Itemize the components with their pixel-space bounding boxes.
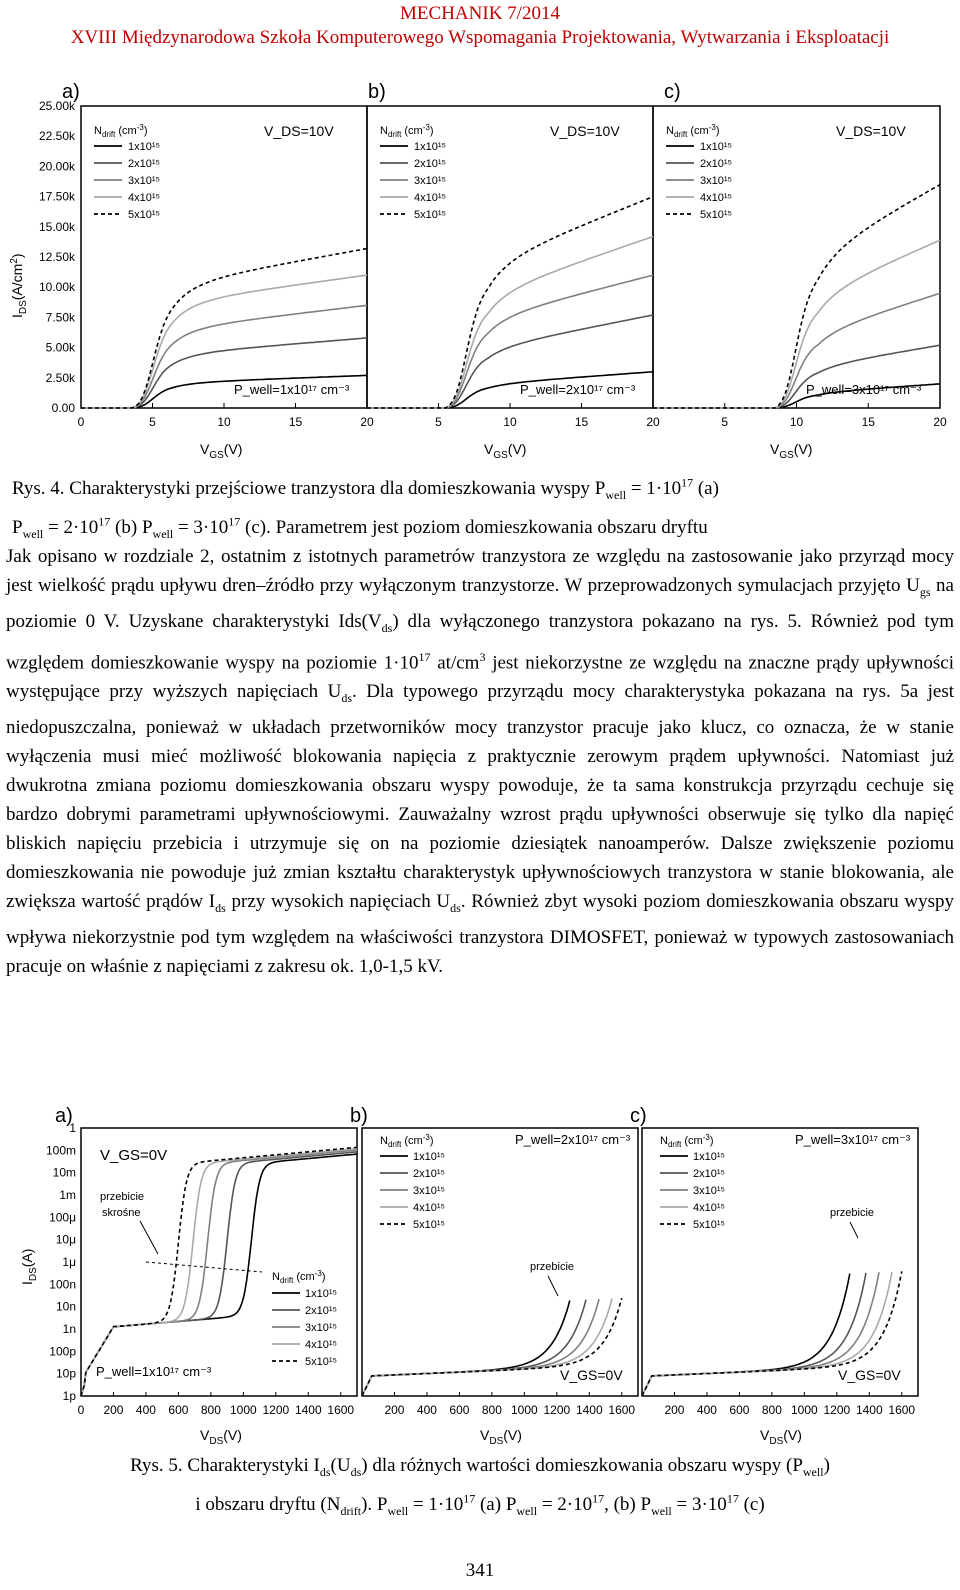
fig5-ytick: 100n bbox=[49, 1277, 76, 1292]
fig4-legend-entry: 2x10¹⁵ bbox=[128, 158, 161, 170]
fig5-ytick: 1μ bbox=[62, 1255, 76, 1269]
fig5-legend-entry: 1x10¹⁵ bbox=[693, 1151, 726, 1163]
fig5-xtick: 1400 bbox=[575, 1403, 603, 1417]
fig4-legend-entry: 4x10¹⁵ bbox=[700, 192, 733, 204]
fig4-legend-title: $N_{drift}$ $(cm^{-3})$ bbox=[94, 123, 148, 139]
fig4-xtick: 15 bbox=[861, 415, 875, 429]
fig5-legend-entry: 5x10¹⁵ bbox=[693, 1219, 726, 1231]
fig5-xtick: 200 bbox=[664, 1403, 685, 1417]
fig5-xtick: 400 bbox=[416, 1403, 437, 1417]
fig4-ytick: 2.50k bbox=[45, 370, 75, 385]
fig4-xlabel-b: $V_{GS}(V)$ bbox=[484, 441, 527, 461]
fig4-ytick: 17.50k bbox=[38, 189, 75, 204]
figure-4-caption bbox=[0, 470, 960, 548]
fig5-vgs-label: V_GS=0V bbox=[560, 1367, 623, 1383]
fig5-xtick: 0 bbox=[77, 1403, 85, 1417]
fig4-vds-label: V_DS=10V bbox=[836, 123, 906, 139]
fig5-xlabel-c: $V_{DS}(V)$ bbox=[760, 1427, 802, 1447]
fig5-xtick: 1400 bbox=[855, 1403, 883, 1417]
fig4-ytick: 12.50k bbox=[38, 250, 75, 264]
fig5b-annotation-arrow bbox=[548, 1276, 558, 1296]
fig4-xtick: 5 bbox=[435, 415, 442, 429]
fig5a-legend-entry: 4x10¹⁵ bbox=[305, 1339, 338, 1351]
journal-title: MECHANIK 7/2014 bbox=[400, 3, 560, 24]
fig4-panel-label-b: b) bbox=[368, 81, 386, 103]
fig4-legend-title: $N_{drift}$ $(cm^{-3})$ bbox=[666, 123, 720, 139]
fig4-ytick: 25.00k bbox=[38, 99, 75, 113]
fig5-legend-entry: 3x10¹⁵ bbox=[413, 1185, 446, 1197]
fig4-legend-entry: 1x10¹⁵ bbox=[700, 141, 733, 153]
fig4-xtick: 20 bbox=[360, 415, 374, 429]
fig4-ytick: 20.00k bbox=[38, 159, 75, 174]
fig4-panel-label-a: a) bbox=[62, 81, 80, 103]
fig4-pwell-label: P_well=2x10¹⁷ cm⁻³ bbox=[520, 382, 636, 397]
fig5-legends bbox=[96, 1132, 911, 1383]
fig4-legend-entry: 3x10¹⁵ bbox=[414, 175, 447, 187]
fig4-xtick: 10 bbox=[503, 415, 517, 429]
fig5a-annotation-line1: przebicie bbox=[100, 1191, 145, 1203]
fig5a-annotation-line2: skrośne bbox=[102, 1207, 141, 1219]
fig4-xtick: 20 bbox=[646, 415, 660, 429]
fig4-legend-entry: 3x10¹⁵ bbox=[128, 175, 161, 187]
fig5-xtick: 800 bbox=[200, 1403, 221, 1417]
fig5-panel-label-b: b) bbox=[350, 1105, 368, 1127]
fig5-ylabel: $I_{DS}(A)$ bbox=[19, 1248, 39, 1285]
fig5-legend-entry: 3x10¹⁵ bbox=[693, 1185, 726, 1197]
fig4-pwell-label: P_well=1x10¹⁷ cm⁻³ bbox=[234, 382, 350, 397]
fig5-legend-entry: 2x10¹⁵ bbox=[693, 1168, 726, 1180]
fig5-xtick: 1200 bbox=[543, 1403, 571, 1417]
fig4-legend-entry: 5x10¹⁵ bbox=[128, 209, 161, 221]
conference-title: XVIII Międzynarodowa Szkoła Komputerowego Wspomagania Projektowania, Wytwarzania i Eksploatacji bbox=[70, 27, 890, 48]
fig4-legend-entry: 4x10¹⁵ bbox=[414, 192, 447, 204]
fig5a-legend-entry: 2x10¹⁵ bbox=[305, 1305, 338, 1317]
fig5bc-series-line bbox=[362, 1300, 586, 1396]
fig5-xtick: 1600 bbox=[608, 1403, 636, 1417]
fig5-xtick: 1000 bbox=[791, 1403, 818, 1417]
fig4-legend-title: $N_{drift}$ $(cm^{-3})$ bbox=[380, 123, 434, 139]
fig4-legend-entry: 4x10¹⁵ bbox=[128, 192, 161, 204]
fig5-legend-entry: 4x10¹⁵ bbox=[693, 1202, 726, 1214]
fig4-pwell-label: P_well=3x10¹⁷ cm⁻³ bbox=[806, 382, 922, 397]
fig5-curves bbox=[81, 1147, 902, 1396]
fig5-legend-entry: 2x10¹⁵ bbox=[413, 1168, 446, 1180]
fig4-legend-entry: 5x10¹⁵ bbox=[700, 209, 733, 221]
fig5-ytick: 10p bbox=[55, 1366, 76, 1381]
fig5-xtick: 1000 bbox=[511, 1403, 538, 1417]
fig5-xtick: 1200 bbox=[262, 1403, 290, 1417]
fig5-legend-title: $N_{drift}$ $(cm^{-3})$ bbox=[380, 1133, 434, 1149]
fig5a-legend-entry: 3x10¹⁵ bbox=[305, 1322, 338, 1334]
fig5-annotation-przebicie: przebicie bbox=[830, 1207, 875, 1219]
fig4-vds-label: V_DS=10V bbox=[550, 123, 620, 139]
fig5-panel-label-c: c) bbox=[630, 1105, 647, 1127]
fig4-ytick: 5.00k bbox=[45, 340, 75, 355]
fig4-xtick: 10 bbox=[217, 415, 231, 429]
page-number: 341 bbox=[465, 1560, 495, 1581]
fig5-ytick: 100m bbox=[45, 1143, 76, 1158]
fig4-legend-entry: 2x10¹⁵ bbox=[414, 158, 447, 170]
fig5-panel-b-frame bbox=[362, 1128, 638, 1396]
fig4-xtick: 0 bbox=[77, 415, 85, 429]
fig4-x-tick-labels bbox=[78, 403, 947, 429]
fig5-legend-entry: 5x10¹⁵ bbox=[413, 1219, 446, 1231]
fig5bc-series-line bbox=[362, 1300, 570, 1396]
fig4-xlabel-a: $V_{GS}(V)$ bbox=[200, 441, 243, 461]
fig5-xtick: 800 bbox=[481, 1403, 502, 1417]
figure-5-caption bbox=[0, 1452, 960, 1525]
fig5-ytick: 100μ bbox=[49, 1210, 76, 1225]
fig5a-legend-entry: 5x10¹⁵ bbox=[305, 1356, 338, 1368]
fig5-xtick: 600 bbox=[449, 1403, 470, 1417]
fig5a-vgs-label: V_GS=0V bbox=[100, 1147, 168, 1164]
fig4-ytick: 15.00k bbox=[38, 219, 75, 234]
fig4-xtick: 5 bbox=[149, 415, 156, 429]
caption5-line2: i obszaru dryftu $(N_{drift})$. $P_{well} = 1\cdot 10^{17}$ (a) $P_{well} = 2\cdot 10^{17}$, (b) $P_{well} = 3\cdot 10^{17}$ (c) bbox=[195, 1491, 765, 1518]
figure-4 bbox=[0, 78, 960, 468]
fig5-xtick: 1600 bbox=[327, 1403, 355, 1417]
fig5-annotation-przebicie: przebicie bbox=[530, 1261, 575, 1273]
fig5c-annotation-arrow bbox=[850, 1222, 858, 1238]
fig4-xlabel-c: $V_{GS}(V)$ bbox=[770, 441, 813, 461]
fig4-vds-label: V_DS=10V bbox=[264, 123, 334, 139]
fig5-legend-entry: 1x10¹⁵ bbox=[413, 1151, 446, 1163]
caption4-line2: $P_{well} = 2\cdot 10^{17}$ (b) $P_{well} = 3\cdot 10^{17}$ (c). Parametrem jest poziom domieszkowania obszaru dryftu bbox=[12, 515, 708, 542]
fig4-y-tick-labels bbox=[39, 99, 76, 415]
fig5-y-tick-labels bbox=[46, 1121, 76, 1403]
fig4-xtick: 5 bbox=[721, 415, 729, 429]
fig5-ytick: 10m bbox=[52, 1165, 76, 1180]
fig4-ytick: 10.00k bbox=[38, 280, 75, 295]
fig5-xtick: 600 bbox=[168, 1403, 189, 1417]
fig4-xtick: 10 bbox=[789, 415, 804, 429]
fig4-panel-label-c: c) bbox=[664, 81, 681, 103]
fig5-xtick: 1400 bbox=[294, 1403, 322, 1417]
fig5-xtick: 1600 bbox=[888, 1403, 916, 1417]
figure-5 bbox=[0, 1100, 960, 1450]
fig4-legend-entry: 1x10¹⁵ bbox=[414, 141, 447, 153]
fig5-ytick: 1n bbox=[62, 1322, 76, 1336]
fig4-series-line bbox=[653, 185, 940, 408]
fig5-ytick: 1m bbox=[59, 1188, 76, 1202]
fig5-xtick: 1200 bbox=[823, 1403, 851, 1417]
fig4-xtick: 15 bbox=[288, 415, 303, 429]
fig5a-legend-entry: 1x10¹⁵ bbox=[305, 1288, 338, 1300]
fig4-series-line bbox=[81, 338, 367, 408]
fig4-legend-entry: 1x10¹⁵ bbox=[128, 141, 161, 153]
fig5-xlabel-b: $V_{DS}(V)$ bbox=[480, 1427, 522, 1447]
fig5-legend-title: $N_{drift}$ $(cm^{-3})$ bbox=[660, 1133, 714, 1149]
fig5a-legend-title: $N_{drift}$ $(cm^{-3})$ bbox=[272, 1269, 326, 1285]
fig5-xtick: 600 bbox=[729, 1403, 750, 1417]
fig4-legend-entry: 2x10¹⁵ bbox=[700, 158, 733, 170]
fig5a-annotation-arrow bbox=[140, 1221, 158, 1254]
fig5-xlabel-a: $V_{DS}(V)$ bbox=[200, 1427, 242, 1447]
fig5a-pwell-label: P_well=1x10¹⁷ cm⁻³ bbox=[96, 1364, 212, 1379]
fig5bc-series-line bbox=[642, 1274, 850, 1396]
fig5-xtick: 1000 bbox=[230, 1403, 257, 1417]
fig5-xtick: 200 bbox=[103, 1403, 124, 1417]
fig5-legend-entry: 4x10¹⁵ bbox=[413, 1202, 446, 1214]
fig5-xtick: 400 bbox=[135, 1403, 156, 1417]
fig4-ytick: 0.00 bbox=[51, 401, 75, 415]
caption5-line1: Rys. 5. Charakterystyki $I_{ds}(U_{ds})$ dla różnych wartości domieszkowania obszaru wyspy $(P_{well})$ bbox=[130, 1455, 830, 1479]
fig5-xtick: 400 bbox=[696, 1403, 717, 1417]
caption4-line1: Rys. 4. Charakterystyki przejściowe tranzystora dla domieszkowania wyspy $P_{well} = 1\cdot 10^{17}$ (a) bbox=[12, 476, 719, 503]
fig5-pwell-label: P_well=2x10¹⁷ cm⁻³ bbox=[515, 1132, 631, 1147]
fig4-curves bbox=[81, 185, 940, 408]
fig5-ytick: 1p bbox=[62, 1389, 76, 1403]
fig5-xtick: 200 bbox=[384, 1403, 405, 1417]
fig4-panel-b-frame bbox=[367, 106, 653, 408]
fig5-panel-c-frame bbox=[642, 1128, 918, 1396]
fig4-legend-entry: 3x10¹⁵ bbox=[700, 175, 733, 187]
fig5-xtick: 800 bbox=[761, 1403, 782, 1417]
fig5-ytick: 10μ bbox=[55, 1232, 76, 1247]
body-paragraph: Jak opisano w rozdziale 2, ostatnim z istotnych parametrów tranzystora ze względu na zastosowanie jako przyrząd mocy jest wielkość prądu upływu dren–źródło przy wyłączonym tranzystorze. W przeprowadzonych symulacjach przyjęto $U_{gs}$ na poziomie 0 V. Uzyskane charakterystyki $Ids(V_{ds})$ dla wyłączonego tranzystora pokazano na rys. 5. Również pod tym względem domieszkowanie wyspy na poziomie $1\cdot 10^{17}$ $at/cm^3$ jest niekorzystne ze względu na znaczne prądy upływności występujące przy wyższych napięciach $U_{ds}$. Dla typowego przyrządu mocy charakterystyka pokazana na rys. 5a jest niedopuszczalna, ponieważ w układach przetworników mocy tranzystor pracuje jako klucz, co oznacza, że w stanie wyłączenia musi mieć możliwość blokowania napięcia z praktycznie zerowym prądem upływności. Natomiast już dwukrotna zmiana poziomu domieszkowania obszaru wyspy powoduje, że ta sama konstrukcja przyrządu cechuje się bardzo dobrymi parametrami upływnościowymi. Zauważalny wzrost prądu upływności obserwuje się tylko dla napięć bliskich napięciu przebicia i utrzymuje się on na poziomie dziesiątek nanoamperów. Dalsze zwiększenie poziomu domieszkowania nie powoduje już zmian kształtu charakterystyk upływnościowych tranzystora w stanie blokowania, ale zwiększa wartość prądów $I_{ds}$ przy wysokich napięciach $U_{ds}$. Również zbyt wysoki poziom domieszkowania obszaru wyspy wpływa niekorzystnie pod tym względem na właściwości tranzystora DIMOSFET, ponieważ w typowych zastosowaniach pracuje on właśnie z napięciami z zakresu ok. 1,0-1,5 kV. bbox=[6, 546, 954, 977]
fig5-pwell-label: P_well=3x10¹⁷ cm⁻³ bbox=[795, 1132, 911, 1147]
fig5-vgs-label: V_GS=0V bbox=[838, 1367, 901, 1383]
fig4-ytick: 7.50k bbox=[45, 310, 75, 325]
fig5-ytick: 10n bbox=[55, 1299, 76, 1314]
fig5-ytick: 100p bbox=[49, 1344, 76, 1359]
fig5-panel-label-a: a) bbox=[55, 1105, 73, 1127]
fig4-series-line bbox=[367, 197, 653, 408]
fig4-xtick: 15 bbox=[574, 415, 589, 429]
fig4-legend-entry: 5x10¹⁵ bbox=[414, 209, 447, 221]
fig4-xtick: 20 bbox=[933, 415, 947, 429]
fig5-ytick: 1 bbox=[69, 1121, 76, 1135]
fig4-ytick: 22.50k bbox=[38, 129, 75, 144]
fig4-ylabel: $I_{DS}(A/cm^2)$ bbox=[9, 253, 29, 318]
